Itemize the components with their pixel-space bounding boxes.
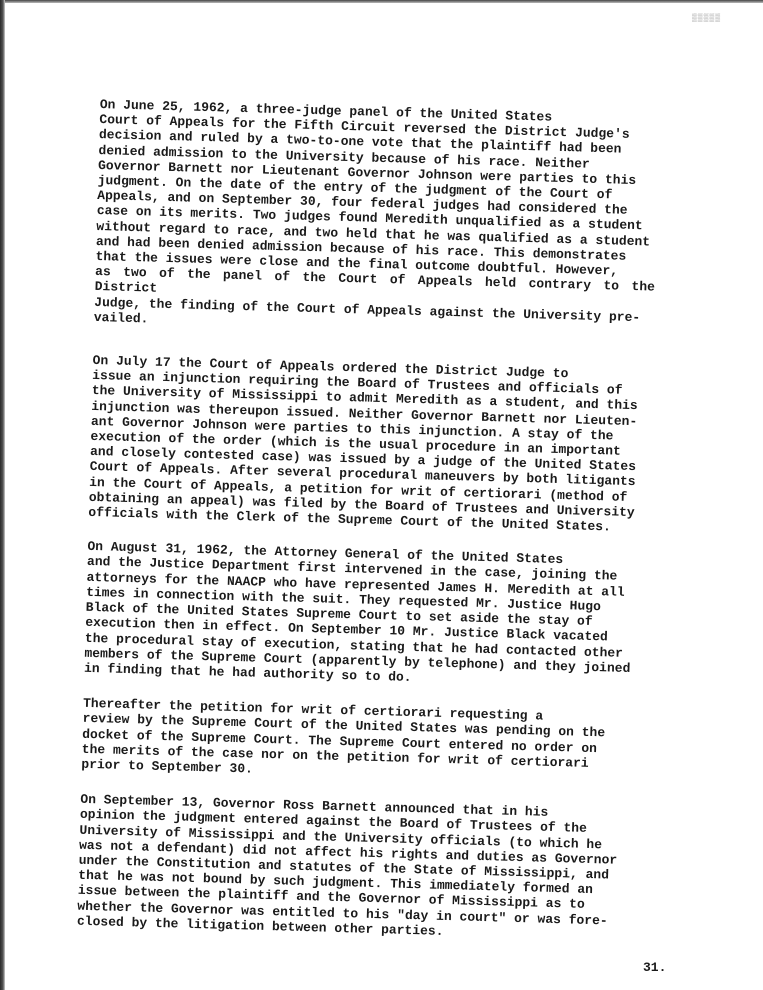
paragraph-attorney-general: On August 31, 1962, the Attorney General of the United States and the Justice Department first intervened in the case, joining the attorneys for the NAACP who have represented James H. Meredith at all times in connection with the suit. They requested Mr. Justice Hugo Black of the United States Supreme Court to set aside the stay of execution then in effect. On September 10 Mr. Justice Black vacated the procedural stay of execution, stating that he had contacted other members of the Supreme Court (apparently by telephone) and they joined in finding that he had authority so to do. xyxy=(83,539,631,685)
paragraph-certiorari: Thereafter the petition for writ of certiorari requesting a review by the Supreme Court of the United States was pending on the docket of the Supreme Court. The Supreme Court entered no order on the merits of the case nor on the petition for writ of certiorari prior to September 30. xyxy=(81,695,606,777)
page-number: 31. xyxy=(643,960,667,975)
paragraph-appeals-ruling: On June 25, 1962, a three-judge panel of the United States Court of Appeals for the Fifth Circuit reversed the District Judge's decision and ruled by a two-to-one vote that the plaintiff had been denied admission to the University because of his race. Neither Governor Barnett nor Lieutenant Governor Johnson were parties to this judgment. On the date of the entry of the judgment of the Court of Appeals, and on September 30, four federal judges had considered the case on its merits. Two judges found Meredith unqualified as a student without regard to race, and two held that he was qualified as a student and had been denied admission because of his race. This demonstrates that the issues were close and the final outcome doubtful. However, as two of the panel of the Court of Appeals held contrary to the District Judge, the finding of the Court of Appeals against the University pre- vailed. xyxy=(93,97,656,327)
paragraph-injunction: On July 17 the Court of Appeals ordered the District Judge to issue an injunction requiring the Board of Trustees and officials of the University of Mississippi to admit Meredith as a student, and this injunction was thereupon issued. Neither Governor Barnett nor Lieuten- ant Governor Johnson were parties to this injunction. A stay of the execution of the order (which is the usual procedure in an important and closely contested case) was issued by a judge of the United States Court of Appeals. After several procedural maneuvers by both litigants in the Court of Appeals, a petition for writ of certiorari (method of obtaining an appeal) was filed by the Board of Trustees and University officials with the Clerk of the Supreme Court of the United States. xyxy=(88,352,638,535)
scan-top-edge xyxy=(0,0,763,3)
scan-left-edge xyxy=(0,0,5,990)
faint-corner-mark: ▒▒▒▒▒ xyxy=(691,14,721,23)
paragraph-governor-barnett: On September 13, Governor Ross Barnett announced that in his opinion the judgment entered against the Board of Trustees of the University of Mississippi and the University officials (to which he was not a defendant) did not affect his rights and duties as Governor under the Constitution and statutes of the State of Mississippi, and that he was not bound by such judgment. This immediately formed an issue between the plaintiff and the Governor of Mississippi as to whether the Governor was entitled to his "day in court" or was fore- closed by the litigation between other parties. xyxy=(76,791,618,939)
document-body xyxy=(77,97,660,944)
